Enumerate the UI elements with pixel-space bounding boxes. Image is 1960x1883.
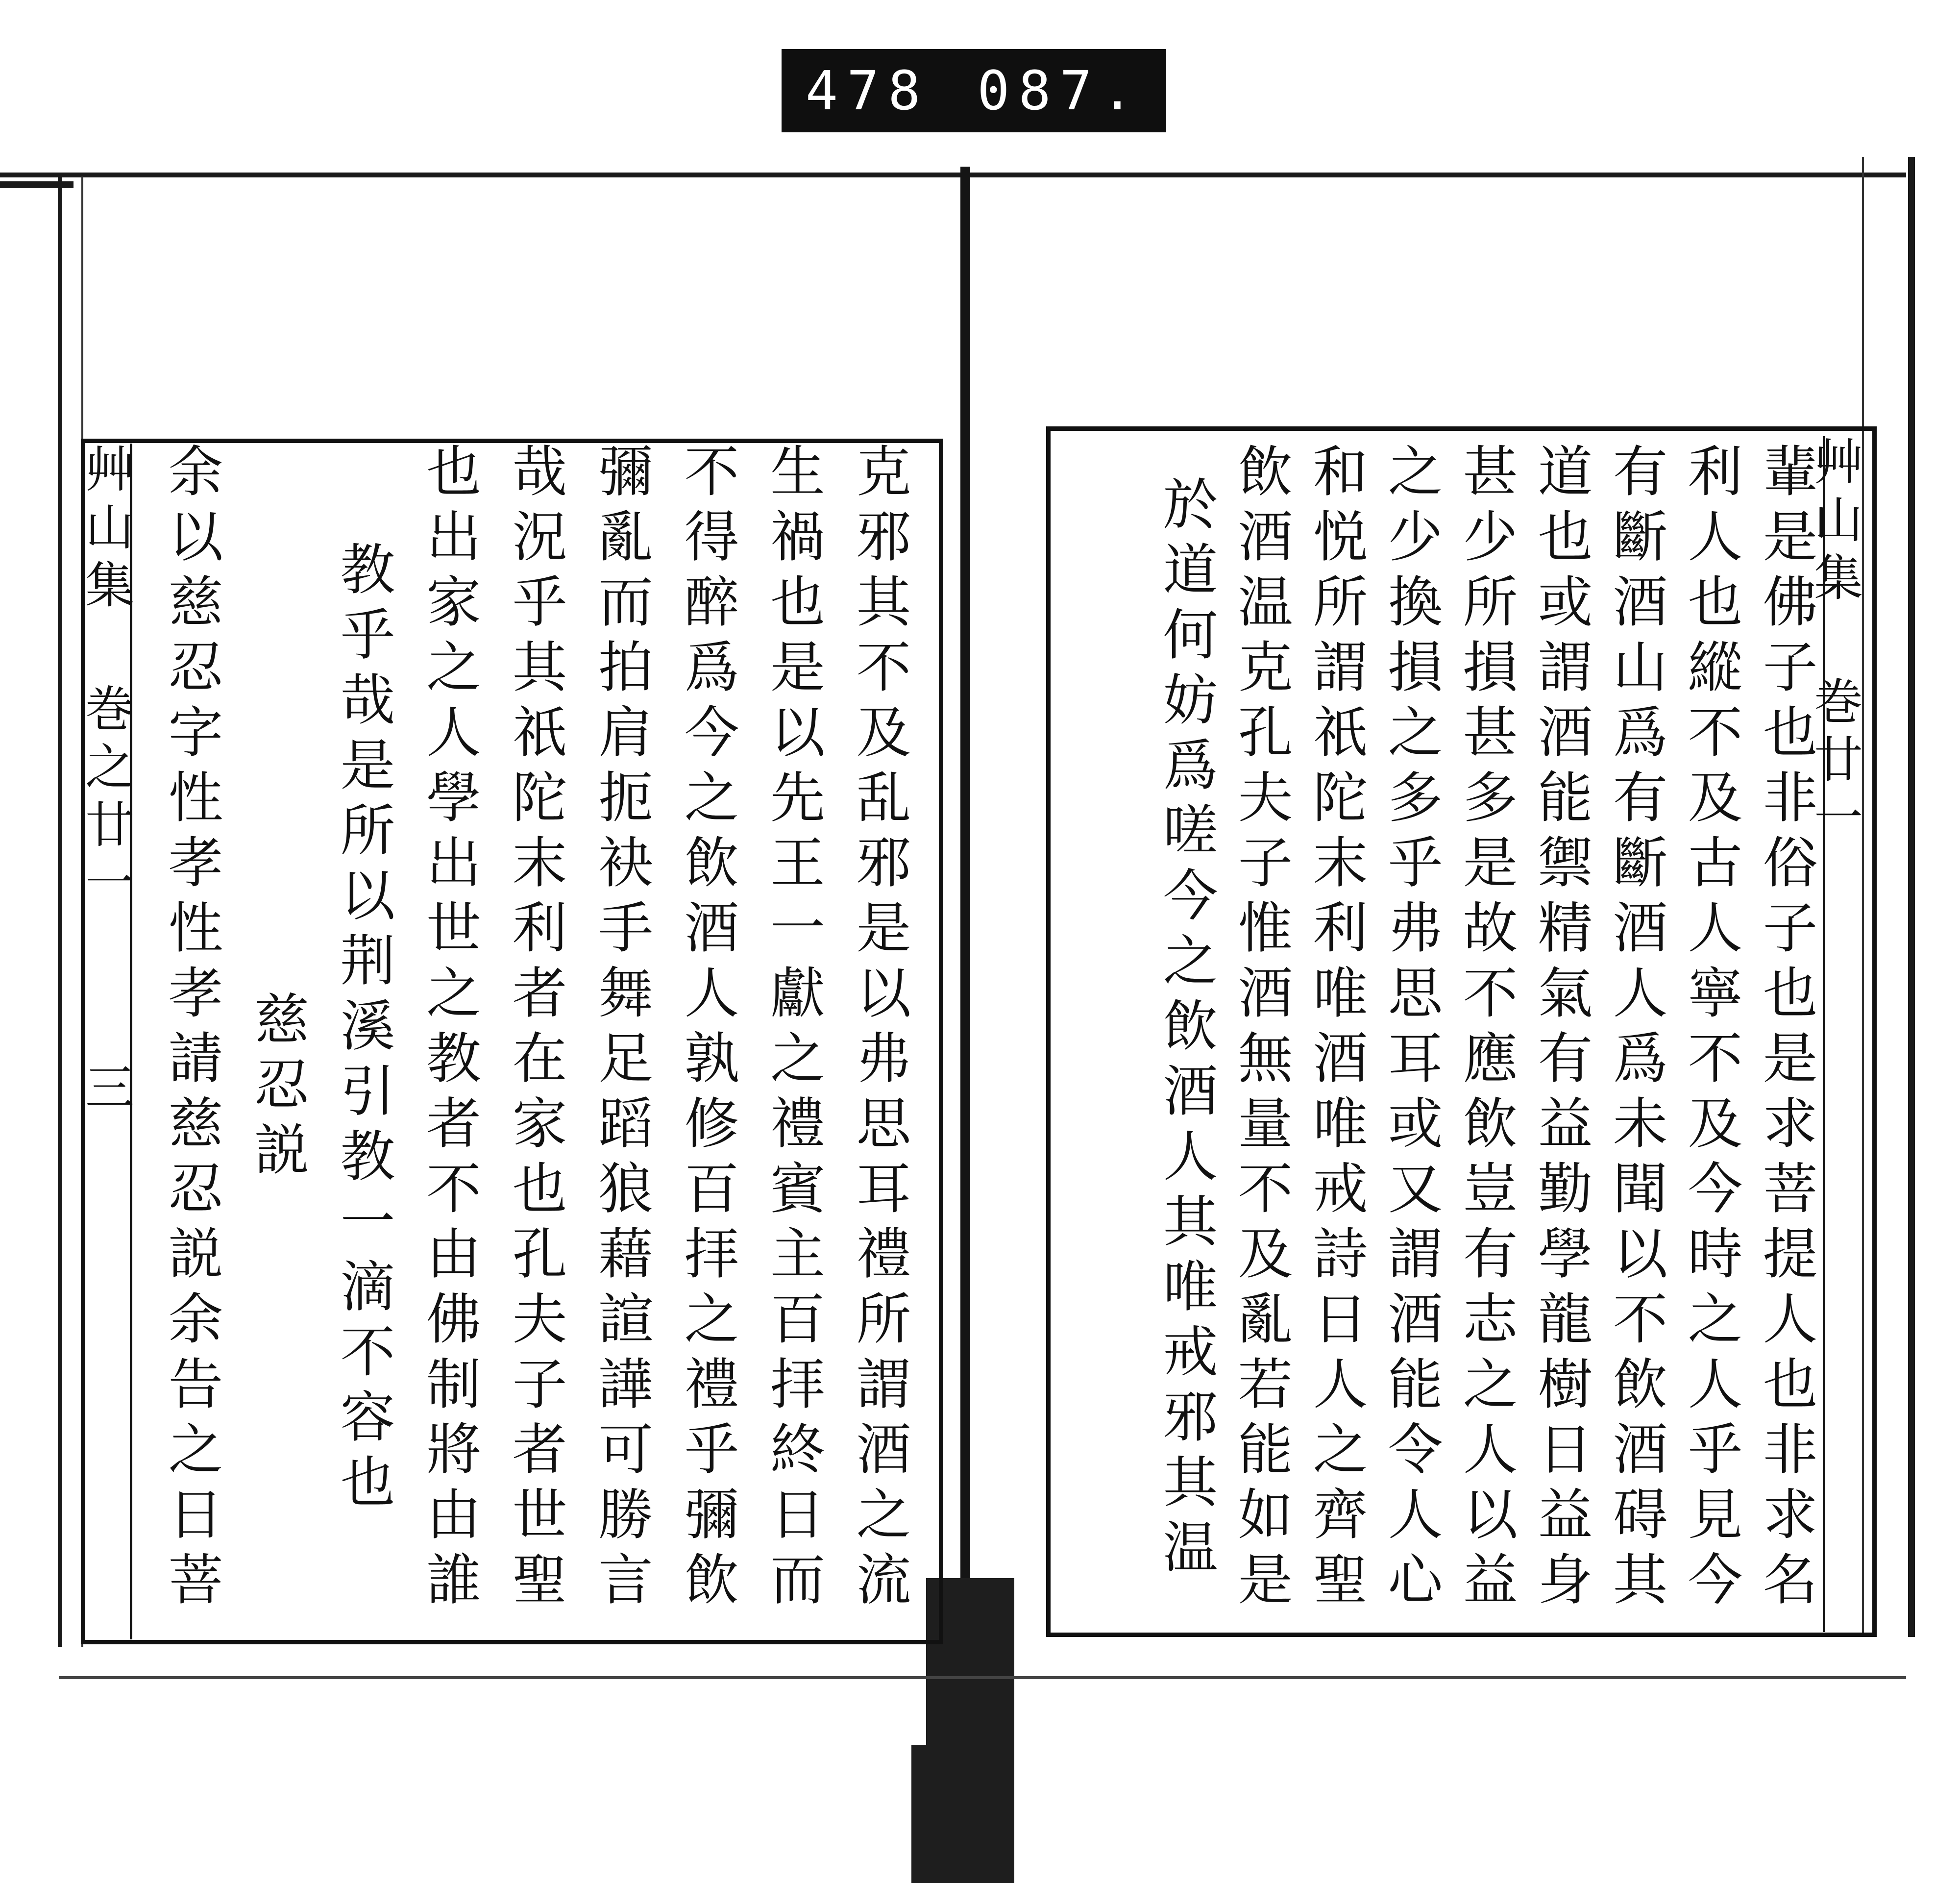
section-heading-text: 慈忍説 — [245, 990, 309, 1186]
section-heading — [219, 453, 309, 1605]
text-column — [391, 443, 481, 1616]
text-column — [1738, 439, 1817, 1620]
text-column — [821, 443, 911, 1616]
text-column — [1663, 439, 1742, 1620]
microfilm-reel-label — [782, 49, 1166, 132]
column-text: 也出家之人學出世之教者不由佛制將由誰 — [417, 443, 481, 1616]
text-column — [1213, 439, 1293, 1620]
text-column — [133, 443, 223, 1616]
column-text: 甚少所損甚多是故不應飲豈有志之人以益 — [1454, 443, 1518, 1616]
column-text: 和悦所謂祇陀末利唯酒唯戒詩日人之齊聖 — [1304, 443, 1368, 1616]
text-column — [1138, 439, 1218, 1620]
column-text: 利人也縱不及古人寧不及今時之人乎見今 — [1679, 443, 1742, 1616]
left-edge-title-text: 艸山集 巻之廿一 — [77, 444, 134, 915]
book-bottom-edge — [59, 1676, 1906, 1679]
column-text: 有斷酒山爲有斷酒人爲未聞以不飲酒碍其 — [1604, 443, 1667, 1616]
book-top-edge — [0, 173, 1906, 177]
text-column — [735, 443, 825, 1616]
book-gutter — [960, 167, 970, 1686]
text-column — [1363, 439, 1443, 1620]
text-column — [649, 443, 739, 1616]
column-text: 生禍也是以先王一獻之禮賓主百拝終日而 — [761, 443, 825, 1616]
column-text: 克邪其不及乱邪是以弗思耳禮所謂酒之流 — [847, 443, 911, 1616]
text-column — [563, 443, 653, 1616]
right-edge-title — [1806, 436, 1869, 1632]
column-text: 輩是佛子也非俗子也是求菩提人也非求名 — [1754, 443, 1817, 1616]
right-text-columns — [1063, 439, 1817, 1620]
text-column — [477, 443, 567, 1616]
page-number: 三 — [77, 1062, 134, 1119]
column-text: 余以慈忍字性孝性孝請慈忍説余告之日菩 — [159, 443, 223, 1616]
column-text: 飲酒温克孔夫子惟酒無量不及亂若能如是 — [1229, 443, 1293, 1616]
text-column — [1288, 439, 1368, 1620]
column-text: 教乎哉是所以荆溪引教一滴不容也 — [331, 540, 395, 1518]
column-text: 於道何妨爲嗟今之飲酒人其唯戒邪其温 — [1154, 475, 1218, 1584]
text-column — [1513, 439, 1592, 1620]
column-text: 不得醉爲今之飲酒人孰修百拝之禮乎彌飲 — [675, 443, 739, 1616]
text-column — [1438, 439, 1518, 1620]
column-text: 哉況乎其祇陀末利者在家也孔夫子者世聖 — [503, 443, 567, 1616]
text-column — [1588, 439, 1667, 1620]
column-text: 彌亂而拍肩扼袂手舞足蹈狼藉諠譁可勝言 — [589, 443, 653, 1616]
book-binding-shadow-step — [911, 1745, 941, 1883]
column-text: 道也或謂酒能禦精氣有益勤學龍樹日益身 — [1529, 443, 1592, 1616]
right-edge-title-text: 艸山集 巻廿一 — [1806, 436, 1863, 849]
text-column — [305, 453, 395, 1605]
left-text-columns — [132, 443, 911, 1616]
reel-number-right: 087. — [977, 59, 1143, 122]
column-text: 之少換損之多乎弗思耳或又謂酒能令人心 — [1379, 443, 1443, 1616]
left-edge-title — [77, 444, 134, 1639]
reel-number-left: 478 — [805, 59, 930, 122]
